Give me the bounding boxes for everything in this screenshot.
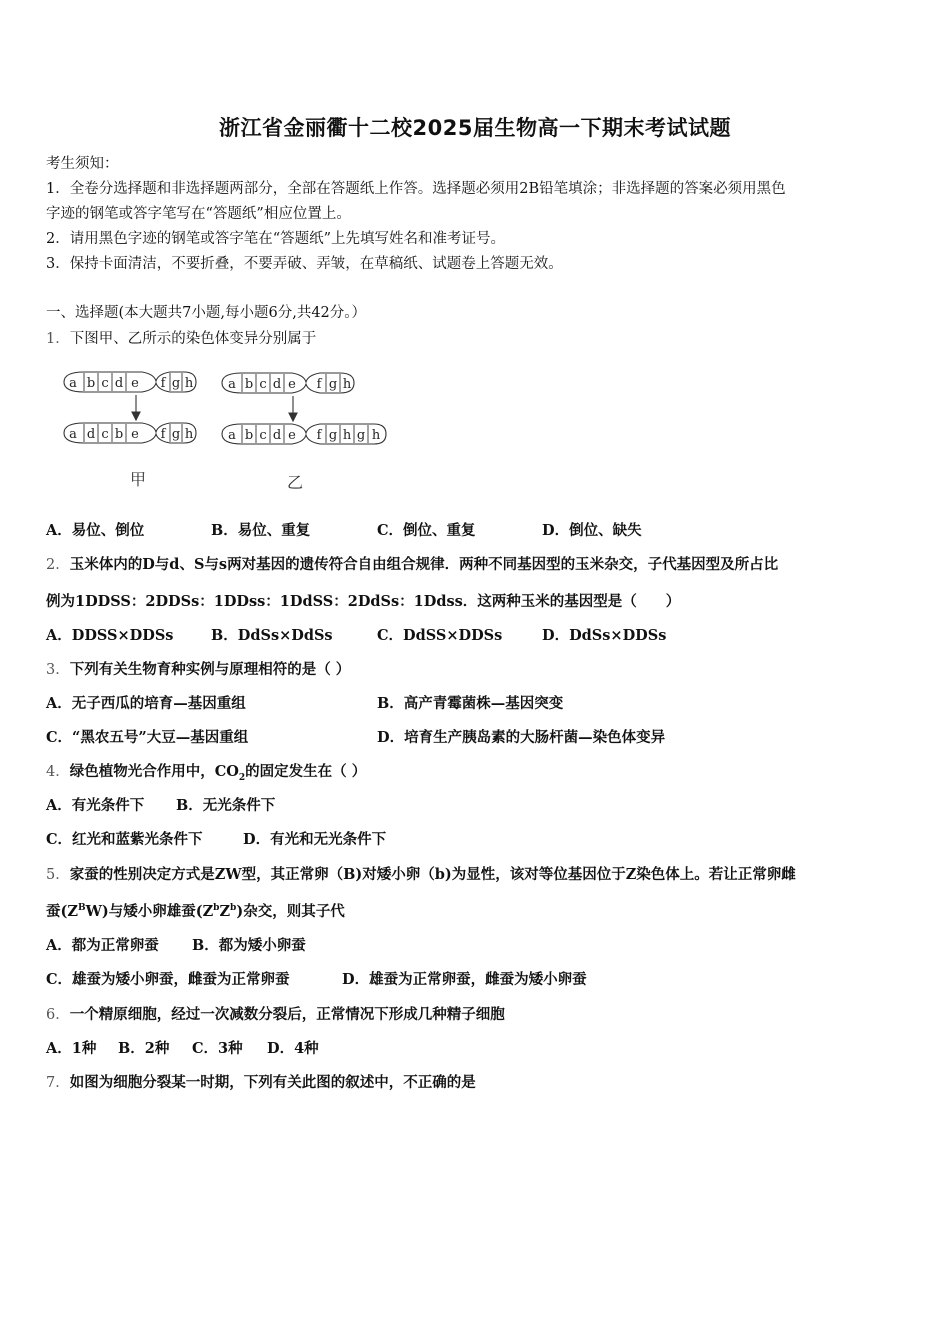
option-c[interactable]: C．“黑农五号”大豆—基因重组 — [46, 729, 249, 746]
question-7 — [46, 1071, 476, 1092]
question-1 — [46, 327, 316, 348]
notice-heading: 考生须知： — [46, 156, 119, 172]
question-text: Z — [219, 903, 231, 920]
gene-label: g — [328, 377, 338, 392]
chromosome-variation-figure — [58, 363, 398, 498]
gene-label: b — [114, 427, 124, 442]
gene-label: b — [244, 377, 254, 392]
gene-label: e — [288, 377, 296, 392]
question-text: 一个精原细胞，经过一次减数分裂后，正常情况下形成几种精子细胞 — [69, 1006, 505, 1023]
question-5 — [46, 863, 796, 884]
question-text: 蚕(Z — [46, 903, 78, 920]
gene-label: f — [160, 427, 166, 442]
gene-label: g — [171, 376, 181, 391]
gene-label: e — [131, 376, 139, 391]
option-b[interactable]: B．易位、重复 — [211, 522, 311, 539]
notice-item: 3．保持卡面清洁，不要折叠，不要弄破、弄皱，在草稿纸、试题卷上答题无效。 — [46, 256, 563, 272]
option-d[interactable]: D．雄蚕为正常卵蚕，雌蚕为矮小卵蚕 — [342, 971, 587, 988]
gene-label: g — [328, 428, 338, 443]
option-b[interactable]: B．都为矮小卵蚕 — [192, 937, 306, 954]
question-text: 下图甲、乙所示的染色体变异分别属于 — [69, 331, 317, 347]
question-text: )杂交，则其子代 — [236, 903, 345, 920]
superscript: b — [230, 903, 237, 914]
gene-label: d — [272, 377, 282, 392]
gene-label: a — [228, 428, 236, 443]
gene-label: c — [259, 428, 267, 443]
option-d[interactable]: D．倒位、缺失 — [542, 522, 642, 539]
gene-label: b — [244, 428, 254, 443]
gene-label: f — [316, 428, 322, 443]
option-d[interactable]: D．4种 — [267, 1040, 319, 1057]
question-number: 1． — [46, 331, 70, 347]
option-c[interactable]: C．倒位、重复 — [377, 522, 476, 539]
gene-label: c — [259, 377, 267, 392]
question-2-line2: 例为1DDSS：2DDSs：1DDss：1DdSS：2DdSs：1Ddss．这两种玉米的基因型是（ ） — [46, 593, 681, 610]
question-6 — [46, 1003, 505, 1024]
question-3 — [46, 658, 350, 679]
question-number: 7． — [46, 1075, 70, 1091]
question-number: 2． — [46, 557, 70, 573]
question-2 — [46, 553, 778, 574]
option-a[interactable]: A．都为正常卵蚕 — [46, 937, 159, 954]
gene-label: a — [228, 377, 236, 392]
gene-label: f — [160, 376, 166, 391]
option-c[interactable]: C．3种 — [192, 1040, 243, 1057]
gene-label: e — [288, 428, 296, 443]
gene-label: h — [184, 376, 194, 391]
question-number: 3． — [46, 662, 70, 678]
notice-item: 1．全卷分选择题和非选择题两部分，全部在答题纸上作答。选择题必须用2B铅笔填涂；非选择题的答案必须用黑色 — [46, 181, 786, 197]
question-text: 的固定发生在（ ） — [245, 763, 367, 780]
subscript: 2 — [238, 772, 246, 783]
option-a[interactable]: A．易位、倒位 — [46, 522, 145, 539]
question-text: 绿色植物光合作用中，CO — [69, 763, 239, 780]
question-text: 家蚕的性别决定方式是ZW型，其正常卵（B)对矮小卵（b)为显性，该对等位基因位于Z染色体上。若让正常卵雌 — [69, 866, 796, 883]
gene-label: c — [101, 427, 109, 442]
superscript: b — [213, 903, 220, 914]
question-text: 玉米体内的D与d、S与s两对基因的遗传符合自由组合规律．两种不同基因型的玉米杂交，子代基因型及所占比 — [69, 556, 779, 573]
option-b[interactable]: B．2种 — [118, 1040, 170, 1057]
option-d[interactable]: D．DdSs×DDSs — [542, 627, 667, 644]
gene-label: b — [86, 376, 96, 391]
question-text: W)与矮小卵雄蚕(Z — [85, 903, 214, 920]
question-number: 4． — [46, 764, 70, 780]
gene-label: f — [316, 377, 322, 392]
gene-label: d — [114, 376, 124, 391]
question-text: 如图为细胞分裂某一时期，下列有关此图的叙述中，不正确的是 — [69, 1074, 476, 1091]
option-a[interactable]: A．DDSS×DDSs — [46, 627, 174, 644]
figure-label-yi: 乙 — [286, 473, 304, 492]
notice-item: 2．请用黑色字迹的钢笔或答字笔在“答题纸”上先填写姓名和准考证号。 — [46, 231, 506, 247]
gene-label: d — [86, 427, 96, 442]
option-d[interactable]: D．有光和无光条件下 — [243, 831, 387, 848]
gene-label: h — [342, 428, 352, 443]
question-5-line2 — [46, 900, 345, 921]
section-heading: 一、选择题(本大题共7小题,每小题6分,共42分。） — [46, 305, 367, 321]
figure-label-jia: 甲 — [129, 470, 147, 489]
page-title: 浙江省金丽衢十二校2025届生物高一下期末考试试题 — [219, 116, 731, 140]
gene-label: e — [131, 427, 139, 442]
gene-label: g — [356, 428, 366, 443]
option-b[interactable]: B．高产青霉菌株—基因突变 — [377, 695, 564, 712]
gene-label: h — [184, 427, 194, 442]
gene-label: a — [69, 427, 77, 442]
gene-label: d — [272, 428, 282, 443]
superscript: B — [77, 903, 86, 914]
option-b[interactable]: B．无光条件下 — [176, 797, 276, 814]
option-a[interactable]: A．无子西瓜的培育—基因重组 — [46, 695, 246, 712]
option-a[interactable]: A．1种 — [46, 1040, 97, 1057]
chromosome-diagram — [58, 363, 398, 498]
option-b[interactable]: B．DdSs×DdSs — [211, 627, 333, 644]
option-d[interactable]: D．培育生产胰岛素的大肠杆菌—染色体变异 — [377, 729, 666, 746]
gene-label: g — [171, 427, 181, 442]
question-number: 5． — [46, 867, 70, 883]
gene-label: c — [101, 376, 109, 391]
gene-label: a — [69, 376, 77, 391]
gene-label: h — [371, 428, 381, 443]
question-text: 下列有关生物育种实例与原理相符的是（ ） — [69, 661, 351, 678]
gene-label: h — [342, 377, 352, 392]
option-c[interactable]: C．红光和蓝紫光条件下 — [46, 831, 203, 848]
question-number: 6． — [46, 1007, 70, 1023]
option-c[interactable]: C．DdSS×DDSs — [377, 627, 503, 644]
option-c[interactable]: C．雄蚕为矮小卵蚕，雌蚕为正常卵蚕 — [46, 971, 290, 988]
option-a[interactable]: A．有光条件下 — [46, 797, 145, 814]
notice-item: 字迹的钢笔或答字笔写在“答题纸”相应位置上。 — [46, 206, 351, 222]
question-4 — [46, 760, 366, 783]
